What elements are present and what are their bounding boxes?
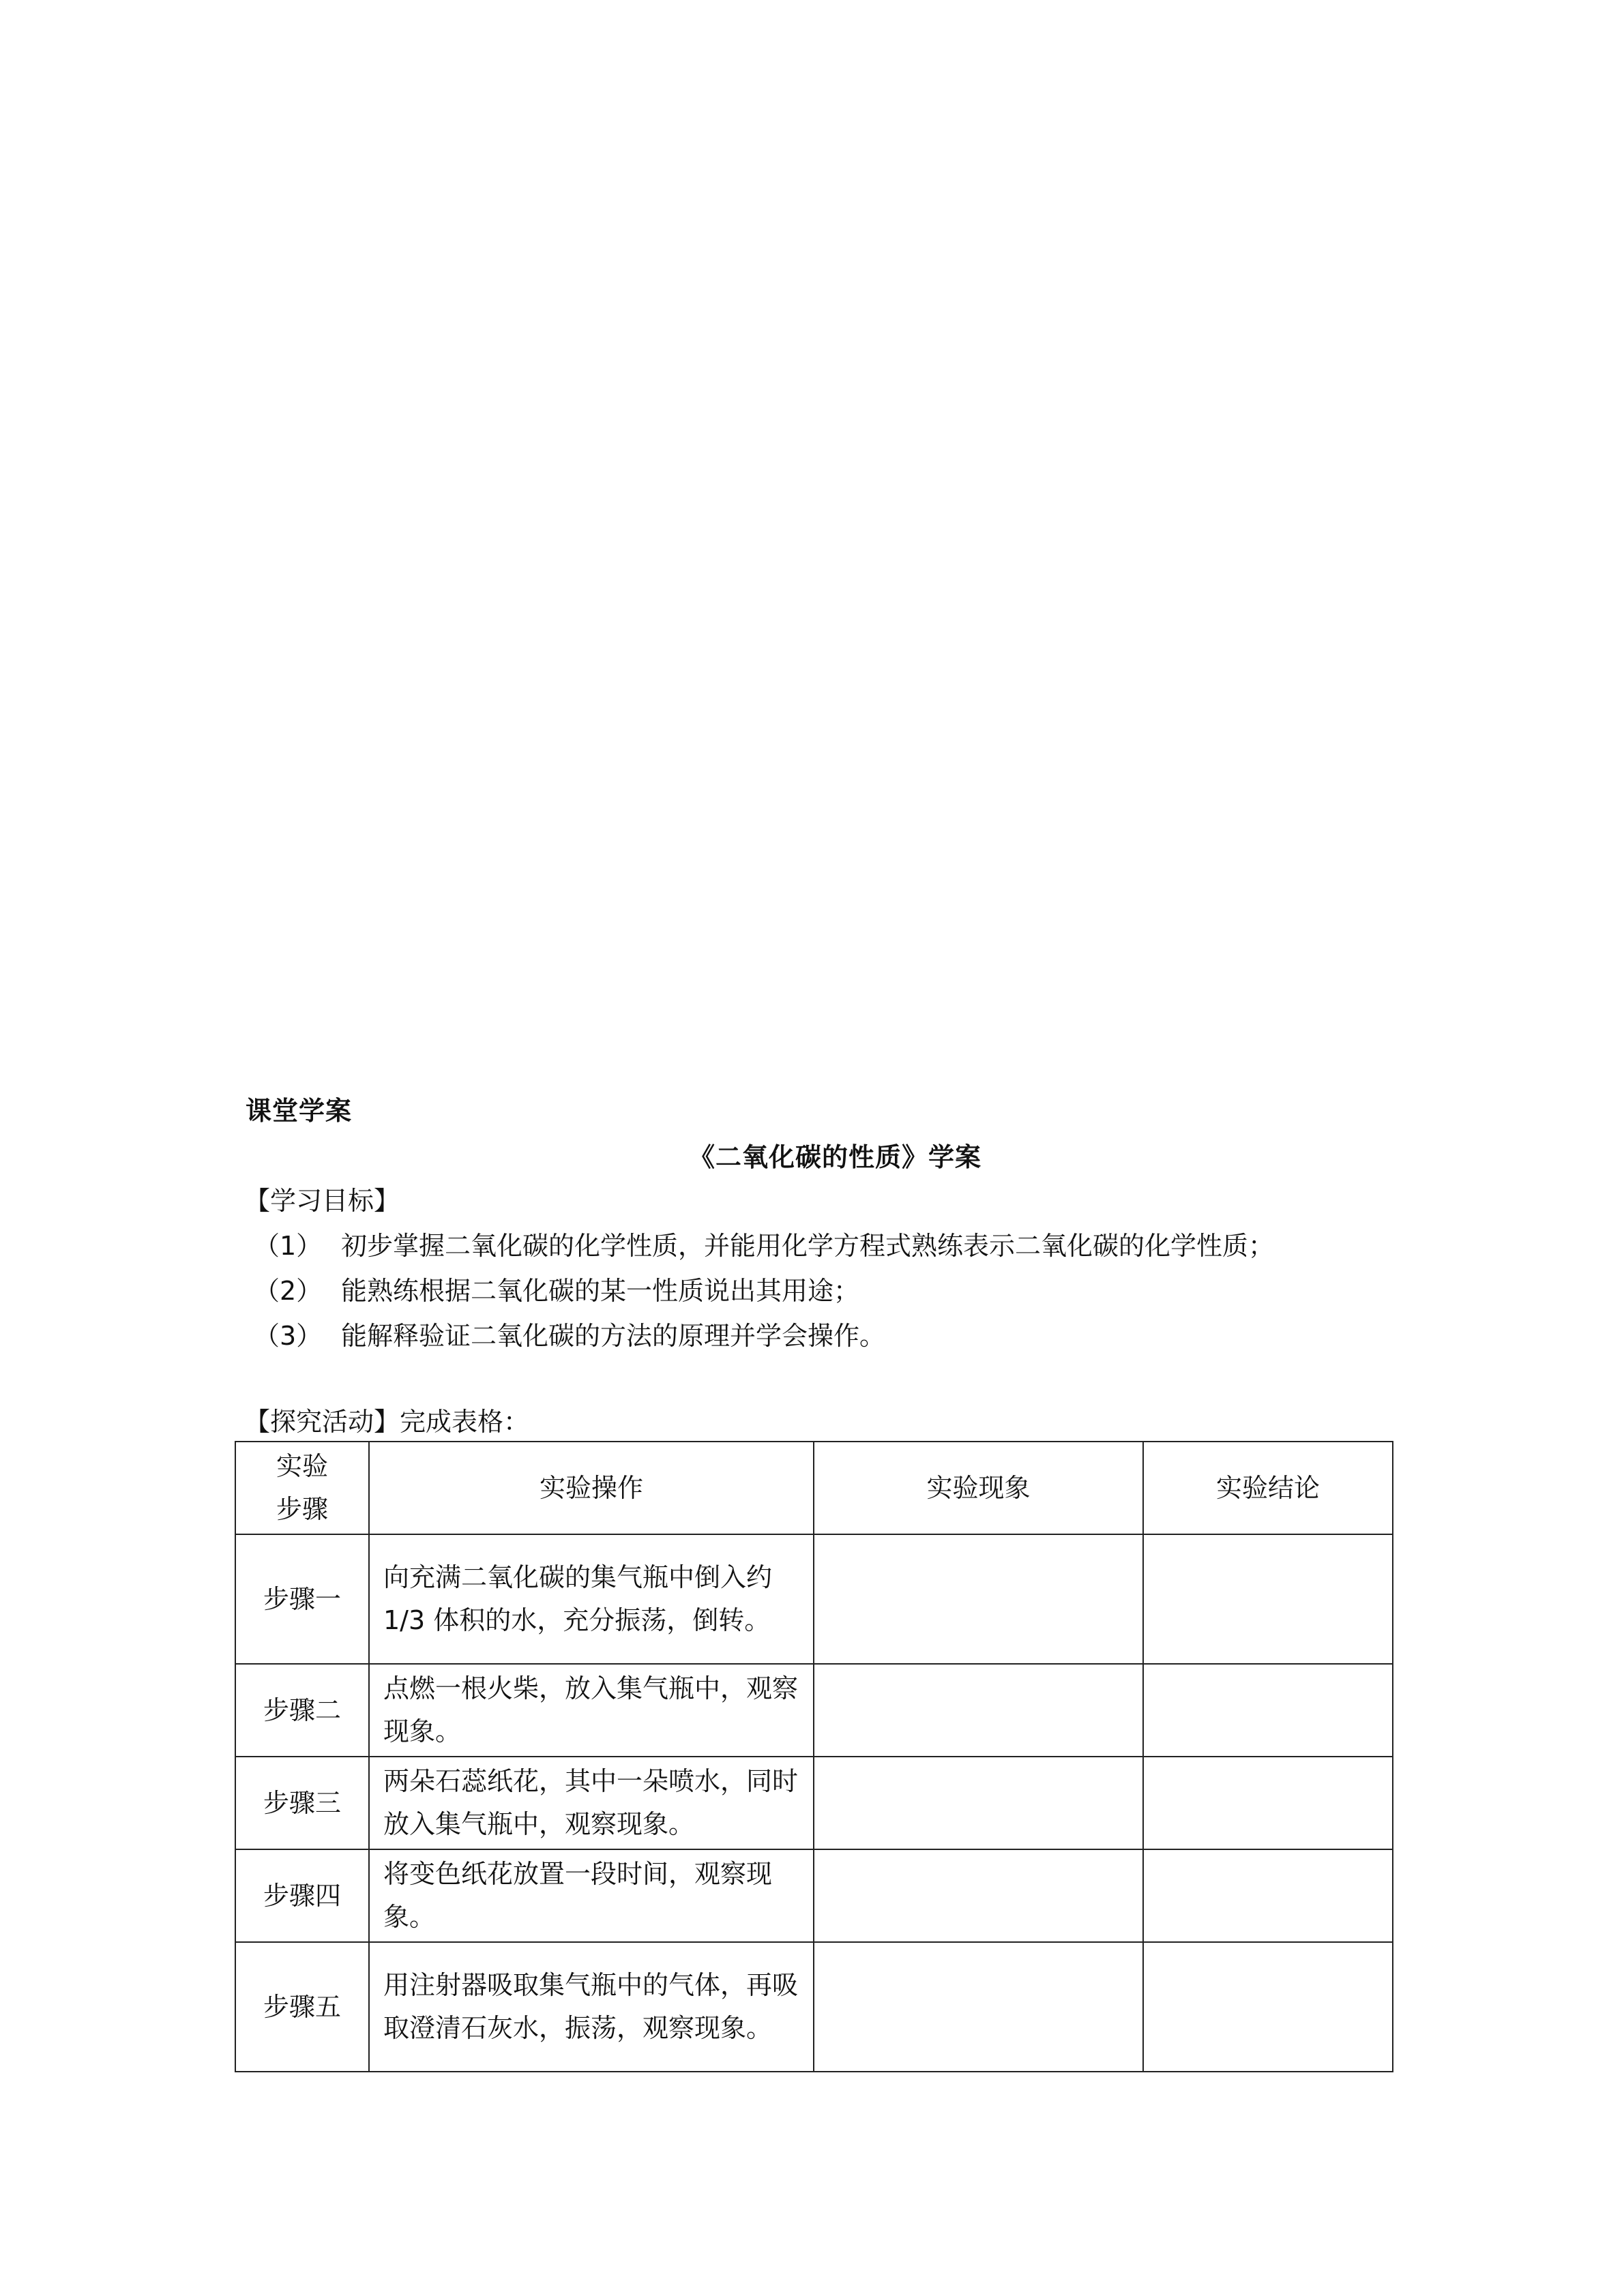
conclusion-cell[interactable] [1143,1534,1393,1664]
header-operation: 实验操作 [369,1442,814,1534]
activity-heading: 【探究活动】完成表格： [244,1407,530,1437]
phenomenon-cell[interactable] [814,1942,1143,2072]
goal-item [254,1315,885,1352]
header-phenomenon: 实验现象 [814,1442,1143,1534]
header-step [235,1442,369,1534]
conclusion-cell[interactable] [1143,1664,1393,1757]
goal-text: 能解释验证二氧化碳的方法的原理并学会操作。 [341,1321,886,1351]
phenomenon-cell[interactable] [814,1849,1143,1942]
step-cell: 步骤一 [235,1534,369,1664]
phenomenon-cell[interactable] [814,1534,1143,1664]
table-row [235,1757,1393,1849]
step-cell: 步骤三 [235,1757,369,1849]
table-row [235,1664,1393,1757]
experiment-table [235,1441,1393,2072]
table-row [235,1534,1393,1664]
phenomenon-cell[interactable] [814,1664,1143,1757]
phenomenon-cell[interactable] [814,1757,1143,1849]
header-step-line: 实验 [276,1451,328,1481]
step-cell: 步骤二 [235,1664,369,1757]
header-conclusion: 实验结论 [1143,1442,1393,1534]
section-label: 课堂学案 [246,1096,353,1126]
operation-cell: 用注射器吸取集气瓶中的气体，再吸取澄清石灰水，振荡，观察现象。 [369,1942,814,2072]
table-row [235,1849,1393,1942]
goals-heading: 【学习目标】 [244,1186,400,1216]
goal-text: 初步掌握二氧化碳的化学性质，并能用化学方程式熟练表示二氧化碳的化学性质； [341,1231,1275,1261]
goal-number: （1） [254,1231,323,1261]
goal-text: 能熟练根据二氧化碳的某一性质说出其用途； [341,1276,860,1306]
goal-item [254,1270,859,1307]
goal-number: （3） [254,1321,323,1351]
step-cell: 步骤五 [235,1942,369,2072]
conclusion-cell[interactable] [1143,1849,1393,1942]
conclusion-cell[interactable] [1143,1942,1393,2072]
operation-cell: 点燃一根火柴，放入集气瓶中，观察现象。 [369,1664,814,1757]
header-step-line: 步骤 [276,1494,328,1524]
operation-cell: 将变色纸花放置一段时间，观察现象。 [369,1849,814,1942]
conclusion-cell[interactable] [1143,1757,1393,1849]
operation-cell: 两朵石蕊纸花，其中一朵喷水，同时放入集气瓶中，观察现象。 [369,1757,814,1849]
goal-item [254,1225,1274,1262]
goal-number: （2） [254,1276,323,1306]
table-header-row [235,1442,1393,1534]
table-row [235,1942,1393,2072]
operation-cell: 向充满二氧化碳的集气瓶中倒入约 1/3 体积的水，充分振荡，倒转。 [369,1534,814,1664]
document-title: 《二氧化碳的性质》学案 [689,1142,982,1172]
step-cell: 步骤四 [235,1849,369,1942]
